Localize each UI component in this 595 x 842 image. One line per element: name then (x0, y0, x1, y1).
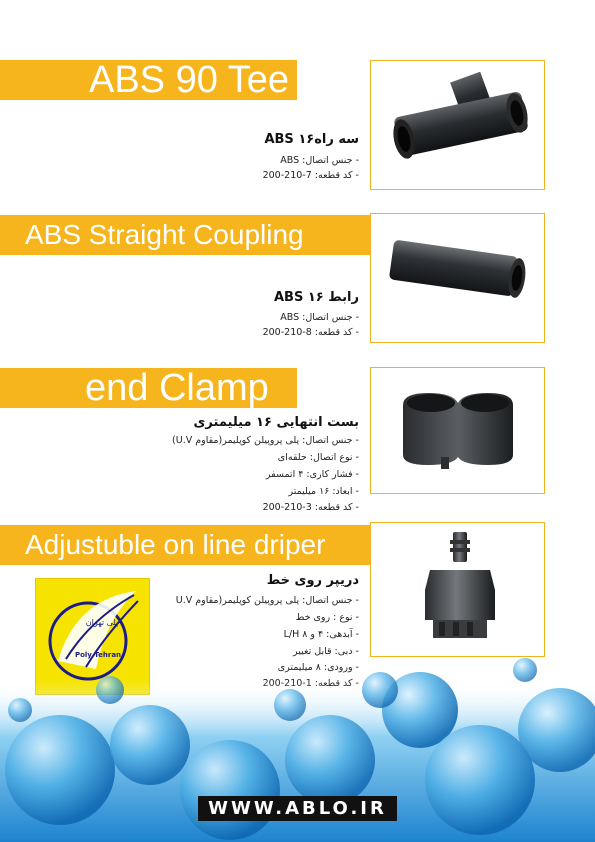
product-title: سه راه۱۶ ABS (264, 132, 359, 147)
spec-line: - کد قطعه: 3-210-200 (262, 502, 359, 513)
spec-line: - آبدهی: ۴ و ۸ L/H (283, 629, 359, 640)
spec-line: - کد قطعه: 7-210-200 (262, 170, 359, 181)
online-dripper-photo (415, 530, 505, 645)
logo-text-en: Poly Tehran (74, 651, 122, 659)
logo-text-fa: پلی تهران (85, 618, 119, 627)
product-title: بست انتهایی ۱۶ میلیمتری (193, 415, 359, 430)
product-title: رابط ۱۶ ABS (273, 290, 359, 305)
website-url[interactable] (0, 796, 595, 821)
spec-line: - فشار کاری: ۴ اتمسفر (265, 469, 359, 480)
spec-line: - کد قطعه: 8-210-200 (262, 327, 359, 338)
product-banner: Adjustuble on line driper (0, 525, 370, 565)
spec-line: - جنس اتصال: پلی پروپیلن کوپلیمر(مقاوم U.V (175, 595, 359, 606)
spec-line: - نوع : روی خط (295, 612, 359, 623)
straight-coupling-photo (383, 238, 528, 313)
spec-line: - نوع اتصال: حلقه‌ای (277, 452, 359, 463)
tee-fitting-photo (386, 72, 536, 177)
end-clamp-photo (393, 385, 523, 475)
website-text[interactable]: WWW.ABLO.IR (198, 796, 397, 821)
spec-line: - جنس اتصال: ABS (280, 155, 359, 166)
spec-line: - دبی: قابل تغییر (293, 646, 359, 657)
spec-line: - ورودی: ۸ میلیمتری (277, 662, 359, 673)
product-banner: end Clamp (0, 368, 297, 408)
product-banner: ABS 90 Tee (0, 60, 297, 100)
product-banner: ABS Straight Coupling (0, 215, 370, 255)
spec-line: - جنس اتصال: ABS (280, 312, 359, 323)
product-title: دریپر روی خط (266, 573, 359, 588)
spec-line: - جنس اتصال: پلی پروپیلن کوپلیمر(مقاوم U.V) (172, 435, 359, 446)
spec-line: - ابعاد: ۱۶ میلیمتر (288, 486, 359, 497)
